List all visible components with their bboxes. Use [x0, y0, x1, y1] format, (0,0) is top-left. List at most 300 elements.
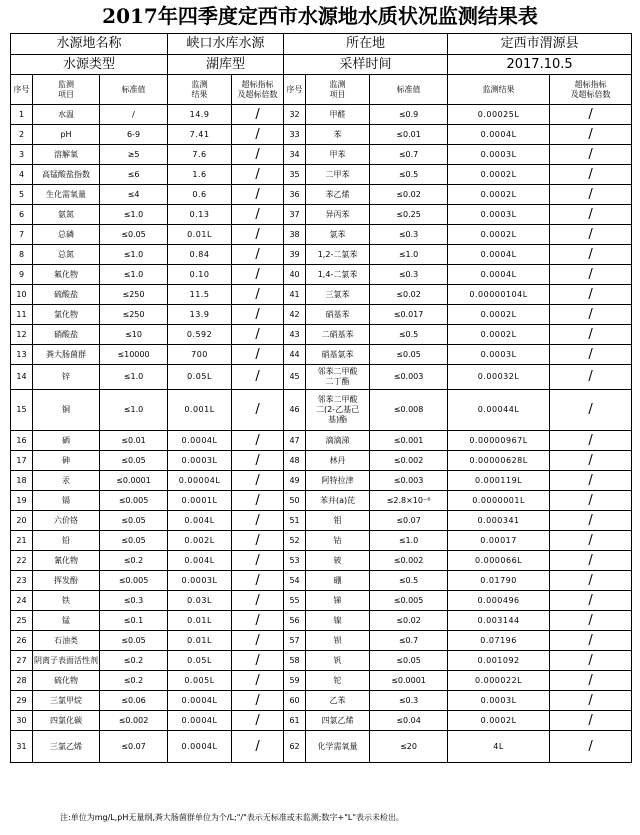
row-result: 0.004L: [168, 551, 232, 571]
row-standard: ≤0.05: [370, 345, 448, 365]
row-number: 1: [11, 105, 33, 125]
row-exceed: /: [550, 591, 632, 611]
row-exceed: /: [232, 165, 284, 185]
header-row-2: [11, 55, 632, 75]
row-item: 钡: [306, 631, 370, 651]
table-row: [11, 105, 632, 125]
table-row: [11, 571, 632, 591]
row-number: 14: [11, 365, 33, 390]
row-result: 0.0002L: [448, 325, 550, 345]
row-item: 三氯甲烷: [33, 691, 100, 711]
row-item: 硫酸盐: [33, 285, 100, 305]
row-item: 粪大肠菌群: [33, 345, 100, 365]
row-item: 锰: [33, 611, 100, 631]
row-number: 56: [284, 611, 306, 631]
row-standard: ≤0.005: [100, 571, 168, 591]
row-result: 0.0004L: [168, 731, 232, 763]
row-exceed: /: [550, 325, 632, 345]
table-row: [11, 431, 632, 451]
row-number: 49: [284, 471, 306, 491]
row-item: 铊: [306, 671, 370, 691]
table-row: [11, 285, 632, 305]
row-standard: ≤0.002: [370, 551, 448, 571]
row-standard: ≤1.0: [100, 245, 168, 265]
row-item: 化学需氧量: [306, 731, 370, 763]
row-standard: ≤1.0: [370, 531, 448, 551]
row-exceed: /: [232, 205, 284, 225]
row-exceed: /: [550, 631, 632, 651]
row-item: 甲苯: [306, 145, 370, 165]
row-number: 40: [284, 265, 306, 285]
row-standard: ≤0.003: [370, 365, 448, 390]
table-row: [11, 325, 632, 345]
row-result: 0.002L: [168, 531, 232, 551]
row-item: 氰化物: [33, 551, 100, 571]
row-standard: ≤0.0001: [100, 471, 168, 491]
row-result: 0.0003L: [448, 145, 550, 165]
row-standard: ≤0.3: [370, 265, 448, 285]
row-result: 0.00000628L: [448, 451, 550, 471]
row-result: 0.003144: [448, 611, 550, 631]
row-result: 0.0002L: [448, 225, 550, 245]
row-number: 2: [11, 125, 33, 145]
row-result: 0.001L: [168, 390, 232, 431]
row-exceed: /: [550, 305, 632, 325]
table-row: [11, 731, 632, 763]
row-result: 0.13: [168, 205, 232, 225]
row-exceed: /: [232, 591, 284, 611]
row-item: 阿特拉津: [306, 471, 370, 491]
row-result: 0.0004L: [448, 125, 550, 145]
row-exceed: /: [232, 711, 284, 731]
row-number: 42: [284, 305, 306, 325]
row-standard: ≤0.04: [370, 711, 448, 731]
row-result: 0.84: [168, 245, 232, 265]
row-standard: ≤0.002: [370, 451, 448, 471]
row-exceed: /: [550, 431, 632, 451]
row-result: 0.05L: [168, 365, 232, 390]
row-result: 0.001092: [448, 651, 550, 671]
row-exceed: /: [550, 225, 632, 245]
row-exceed: /: [232, 345, 284, 365]
row-result: 0.01L: [168, 631, 232, 651]
row-exceed: /: [232, 611, 284, 631]
row-number: 36: [284, 185, 306, 205]
row-result: 0.00000967L: [448, 431, 550, 451]
row-exceed: /: [550, 471, 632, 491]
row-exceed: /: [232, 691, 284, 711]
row-item: 总氮: [33, 245, 100, 265]
row-item: 氯化物: [33, 305, 100, 325]
row-exceed: /: [232, 491, 284, 511]
row-number: 45: [284, 365, 306, 390]
row-result: 0.00044L: [448, 390, 550, 431]
row-number: 62: [284, 731, 306, 763]
row-number: 48: [284, 451, 306, 471]
row-result: 13.9: [168, 305, 232, 325]
row-exceed: /: [550, 390, 632, 431]
row-item: 砷: [33, 451, 100, 471]
row-exceed: /: [550, 205, 632, 225]
row-standard: ≤0.02: [370, 285, 448, 305]
row-standard: ≤0.01: [370, 125, 448, 145]
row-item: 铅: [33, 531, 100, 551]
column-header-row: [11, 75, 632, 105]
row-standard: ≤0.002: [100, 711, 168, 731]
row-item: 氨氮: [33, 205, 100, 225]
row-result: 0.0002L: [448, 185, 550, 205]
row-exceed: /: [550, 285, 632, 305]
row-exceed: /: [232, 531, 284, 551]
row-exceed: /: [232, 631, 284, 651]
row-number: 13: [11, 345, 33, 365]
row-exceed: /: [232, 471, 284, 491]
row-number: 27: [11, 651, 33, 671]
row-standard: ≤250: [100, 305, 168, 325]
row-exceed: /: [232, 551, 284, 571]
row-result: 1.6: [168, 165, 232, 185]
row-number: 18: [11, 471, 33, 491]
row-number: 10: [11, 285, 33, 305]
row-result: 0.0004L: [448, 265, 550, 285]
table-row: [11, 531, 632, 551]
row-result: 0.0004L: [168, 711, 232, 731]
row-number: 46: [284, 390, 306, 431]
row-item: 汞: [33, 471, 100, 491]
row-exceed: /: [550, 671, 632, 691]
row-exceed: /: [550, 165, 632, 185]
row-item: 硼: [306, 571, 370, 591]
row-standard: ≤0.02: [370, 611, 448, 631]
row-number: 47: [284, 431, 306, 451]
row-result: 0.10: [168, 265, 232, 285]
row-number: 53: [284, 551, 306, 571]
row-number: 25: [11, 611, 33, 631]
row-item: 四氯乙烯: [306, 711, 370, 731]
row-number: 58: [284, 651, 306, 671]
page-title: 2017年四季度定西市水源地水质状况监测结果表: [102, 4, 538, 28]
col-no-2: 序号: [284, 75, 306, 105]
row-number: 26: [11, 631, 33, 651]
row-number: 55: [284, 591, 306, 611]
row-standard: ≤250: [100, 285, 168, 305]
row-standard: ≤1.0: [100, 365, 168, 390]
row-exceed: /: [232, 365, 284, 390]
row-exceed: /: [550, 711, 632, 731]
row-number: 50: [284, 491, 306, 511]
table-row: [11, 691, 632, 711]
row-exceed: /: [550, 265, 632, 285]
row-result: 0.0004L: [168, 691, 232, 711]
row-result: 0.0004L: [448, 245, 550, 265]
row-item: 生化需氧量: [33, 185, 100, 205]
row-standard: ≤0.07: [100, 731, 168, 763]
row-standard: ≤0.05: [100, 225, 168, 245]
row-result: 0.0004L: [168, 431, 232, 451]
row-result: 11.5: [168, 285, 232, 305]
row-result: 0.03L: [168, 591, 232, 611]
row-exceed: /: [550, 551, 632, 571]
row-item: 三氯苯: [306, 285, 370, 305]
row-exceed: /: [232, 185, 284, 205]
row-number: 60: [284, 691, 306, 711]
row-result: 0.0001L: [168, 491, 232, 511]
row-number: 28: [11, 671, 33, 691]
row-number: 41: [284, 285, 306, 305]
row-exceed: /: [550, 125, 632, 145]
row-standard: ≤0.05: [100, 631, 168, 651]
row-number: 7: [11, 225, 33, 245]
source-name-value: 峡口水库水源: [168, 34, 284, 55]
row-item: 1,4-二氯苯: [306, 265, 370, 285]
row-result: 0.00004L: [168, 471, 232, 491]
row-item: 三氯乙烯: [33, 731, 100, 763]
row-item: 1,2-二氯苯: [306, 245, 370, 265]
row-number: 59: [284, 671, 306, 691]
row-standard: ≤0.05: [370, 651, 448, 671]
row-exceed: /: [232, 731, 284, 763]
row-result: 14.9: [168, 105, 232, 125]
row-item: 锑: [306, 591, 370, 611]
col-std-2: 标准值: [370, 75, 448, 105]
row-result: 0.0000001L: [448, 491, 550, 511]
row-standard: /: [100, 105, 168, 125]
row-exceed: /: [232, 145, 284, 165]
col-no: 序号: [11, 75, 33, 105]
table-row: [11, 491, 632, 511]
col-exceed-2: 超标指标 及超标倍数: [550, 75, 632, 105]
row-number: 4: [11, 165, 33, 185]
row-number: 57: [284, 631, 306, 651]
source-type-label: 水源类型: [11, 55, 168, 75]
table-row: [11, 345, 632, 365]
row-item: 钒: [306, 651, 370, 671]
location-value: 定西市渭源县: [448, 34, 632, 55]
row-exceed: /: [550, 491, 632, 511]
table-row: [11, 551, 632, 571]
row-exceed: /: [232, 671, 284, 691]
row-standard: ≤0.3: [370, 225, 448, 245]
row-item: 滴滴涕: [306, 431, 370, 451]
row-item: 氯苯: [306, 225, 370, 245]
row-result: 0.000119L: [448, 471, 550, 491]
row-exceed: /: [232, 511, 284, 531]
row-number: 23: [11, 571, 33, 591]
row-number: 24: [11, 591, 33, 611]
row-exceed: /: [232, 245, 284, 265]
table-row: [11, 265, 632, 285]
row-number: 6: [11, 205, 33, 225]
row-result: 0.07196: [448, 631, 550, 651]
row-item: 林丹: [306, 451, 370, 471]
row-standard: ≤0.017: [370, 305, 448, 325]
sample-time-value: 2017.10.5: [448, 55, 632, 75]
row-standard: ≤1.0: [100, 390, 168, 431]
row-item: 硒: [33, 431, 100, 451]
row-item: 氟化物: [33, 265, 100, 285]
row-standard: ≤0.008: [370, 390, 448, 431]
row-result: 0.00032L: [448, 365, 550, 390]
row-item: 乙苯: [306, 691, 370, 711]
row-standard: ≤0.2: [100, 551, 168, 571]
row-result: 0.000496: [448, 591, 550, 611]
row-number: 20: [11, 511, 33, 531]
row-exceed: /: [232, 431, 284, 451]
row-standard: ≤0.25: [370, 205, 448, 225]
row-item: 高锰酸盐指数: [33, 165, 100, 185]
row-standard: ≤1.0: [370, 245, 448, 265]
row-standard: ≤0.2: [100, 651, 168, 671]
col-std: 标准值: [100, 75, 168, 105]
row-number: 9: [11, 265, 33, 285]
row-item: 二硝基苯: [306, 325, 370, 345]
row-exceed: /: [232, 390, 284, 431]
row-standard: ≤10: [100, 325, 168, 345]
row-result: 0.00025L: [448, 105, 550, 125]
row-standard: ≤0.005: [100, 491, 168, 511]
row-result: 7.41: [168, 125, 232, 145]
row-exceed: /: [232, 651, 284, 671]
row-exceed: /: [232, 225, 284, 245]
row-result: 0.05L: [168, 651, 232, 671]
row-number: 17: [11, 451, 33, 471]
row-number: 11: [11, 305, 33, 325]
table-row: [11, 611, 632, 631]
row-exceed: /: [550, 571, 632, 591]
row-standard: ≤20: [370, 731, 448, 763]
row-result: 0.0002L: [448, 165, 550, 185]
row-exceed: /: [550, 345, 632, 365]
row-standard: ≤0.05: [100, 451, 168, 471]
row-result: 7.6: [168, 145, 232, 165]
row-number: 39: [284, 245, 306, 265]
source-type-value: 湖库型: [168, 55, 284, 75]
row-result: 0.592: [168, 325, 232, 345]
row-number: 30: [11, 711, 33, 731]
table-row: [11, 651, 632, 671]
row-standard: ≤0.9: [370, 105, 448, 125]
table-row: [11, 205, 632, 225]
row-standard: ≤0.5: [370, 571, 448, 591]
row-standard: ≤0.3: [370, 691, 448, 711]
row-exceed: /: [550, 365, 632, 390]
row-number: 61: [284, 711, 306, 731]
row-result: 0.0003L: [448, 691, 550, 711]
row-result: 700: [168, 345, 232, 365]
row-standard: ≤0.02: [370, 185, 448, 205]
row-standard: ≤0.7: [370, 145, 448, 165]
row-item: 总磷: [33, 225, 100, 245]
row-exceed: /: [232, 285, 284, 305]
row-number: 51: [284, 511, 306, 531]
row-result: 0.00017: [448, 531, 550, 551]
row-exceed: /: [232, 571, 284, 591]
row-item: 硝基氯苯: [306, 345, 370, 365]
row-item: 阴离子表面活性剂: [33, 651, 100, 671]
row-standard: ≤0.05: [100, 511, 168, 531]
row-item: 六价铬: [33, 511, 100, 531]
sample-time-label: 采样时间: [284, 55, 448, 75]
row-number: 22: [11, 551, 33, 571]
row-result: 0.00000104L: [448, 285, 550, 305]
table-row: [11, 145, 632, 165]
row-result: 0.0003L: [448, 205, 550, 225]
row-result: 0.01L: [168, 611, 232, 631]
row-item: 甲醛: [306, 105, 370, 125]
row-item: 硝基苯: [306, 305, 370, 325]
row-standard: ≤1.0: [100, 205, 168, 225]
row-item: 镉: [33, 491, 100, 511]
row-number: 35: [284, 165, 306, 185]
row-standard: ≤0.3: [100, 591, 168, 611]
row-item: 四氯化碳: [33, 711, 100, 731]
row-item: 邻苯二甲酸 二丁酯: [306, 365, 370, 390]
row-result: 0.0003L: [448, 345, 550, 365]
row-standard: ≤0.0001: [370, 671, 448, 691]
row-standard: ≤4: [100, 185, 168, 205]
row-standard: ≤0.7: [370, 631, 448, 651]
table-row: [11, 305, 632, 325]
row-standard: ≤10000: [100, 345, 168, 365]
row-number: 19: [11, 491, 33, 511]
row-exceed: /: [550, 245, 632, 265]
row-standard: ≤1.0: [100, 265, 168, 285]
row-standard: ≤0.2: [100, 671, 168, 691]
row-number: 44: [284, 345, 306, 365]
table-row: [11, 451, 632, 471]
row-number: 37: [284, 205, 306, 225]
table-row: [11, 631, 632, 651]
row-item: 邻苯二甲酸 二(2-乙基己 基)酯: [306, 390, 370, 431]
table-row: [11, 471, 632, 491]
row-result: 0.0002L: [448, 711, 550, 731]
row-item: 镍: [306, 611, 370, 631]
row-number: 16: [11, 431, 33, 451]
row-result: 0.0003L: [168, 451, 232, 471]
row-result: 0.6: [168, 185, 232, 205]
row-exceed: /: [550, 531, 632, 551]
row-number: 32: [284, 105, 306, 125]
row-result: 0.000066L: [448, 551, 550, 571]
col-exceed: 超标指标 及超标倍数: [232, 75, 284, 105]
row-result: 0.01L: [168, 225, 232, 245]
row-standard: ≤0.5: [370, 325, 448, 345]
row-standard: ≤0.003: [370, 471, 448, 491]
table-row: [11, 671, 632, 691]
row-result: 0.0002L: [448, 305, 550, 325]
row-number: 31: [11, 731, 33, 763]
row-exceed: /: [232, 305, 284, 325]
table-row: [11, 390, 632, 431]
row-result: 0.01790: [448, 571, 550, 591]
row-standard: ≥5: [100, 145, 168, 165]
row-number: 38: [284, 225, 306, 245]
row-exceed: /: [550, 731, 632, 763]
row-exceed: /: [232, 125, 284, 145]
table-row: [11, 225, 632, 245]
table-row: [11, 511, 632, 531]
row-result: 0.000341: [448, 511, 550, 531]
row-item: 铍: [306, 551, 370, 571]
row-item: 钼: [306, 511, 370, 531]
table-row: [11, 245, 632, 265]
row-exceed: /: [232, 325, 284, 345]
row-standard: ≤0.05: [100, 531, 168, 551]
row-result: 4L: [448, 731, 550, 763]
row-number: 33: [284, 125, 306, 145]
header-row-1: [11, 34, 632, 55]
row-number: 15: [11, 390, 33, 431]
